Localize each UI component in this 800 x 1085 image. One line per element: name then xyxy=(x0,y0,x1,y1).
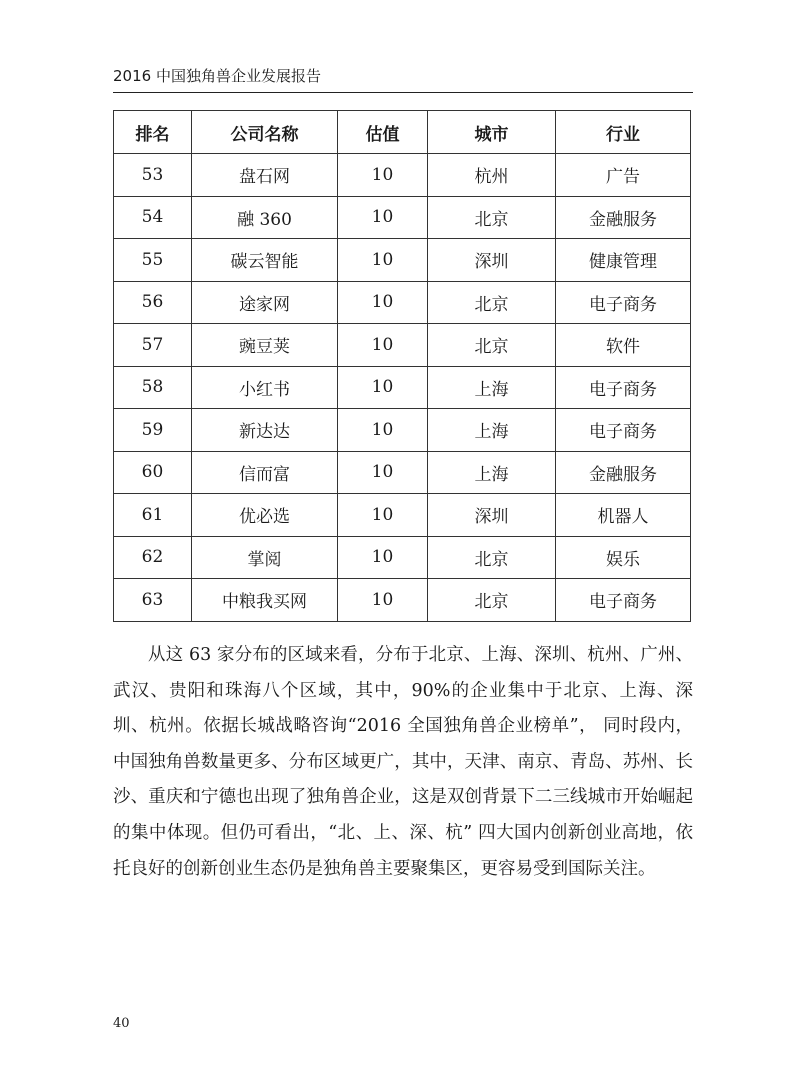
cell-valuation: 10 xyxy=(338,579,428,622)
cell-valuation: 10 xyxy=(338,239,428,282)
page-number: 40 xyxy=(113,1016,130,1031)
cell-industry: 电子商务 xyxy=(556,281,691,324)
cell-city: 北京 xyxy=(428,536,556,579)
cell-industry: 金融服务 xyxy=(556,196,691,239)
cell-city: 杭州 xyxy=(428,154,556,197)
table-header-row xyxy=(114,111,691,154)
cell-valuation: 10 xyxy=(338,154,428,197)
cell-rank: 57 xyxy=(114,324,192,367)
cell-valuation: 10 xyxy=(338,196,428,239)
table-row xyxy=(114,281,691,324)
cell-industry: 娱乐 xyxy=(556,536,691,579)
cell-company: 掌阅 xyxy=(192,536,338,579)
cell-industry: 电子商务 xyxy=(556,366,691,409)
report-title: 2016 中国独角兽企业发展报告 xyxy=(113,67,321,85)
cell-rank: 63 xyxy=(114,579,192,622)
cell-company: 新达达 xyxy=(192,409,338,452)
cell-city: 深圳 xyxy=(428,239,556,282)
table-row xyxy=(114,366,691,409)
body-paragraph: 从这 63 家分布的区域来看，分布于北京、上海、深圳、杭州、广州、武汉、贵阳和珠海八个区域，其中，90%的企业集中于北京、上海、深圳、杭州。依据长城战略咨询“2016 全国独角兽企业榜单”， 同时段内，中国独角兽数量更多、分布区域更广，其中，天津、南京、青岛、苏州、长沙、重庆和宁德也出现了独角兽企业，这是双创背景下二三线城市开始崛起的集中体现。但仍可看出，“北、上、深、杭” 四大国内创新创业高地，依托良好的创新创业生态仍是独角兽主要聚集区，更容易受到国际关注。 xyxy=(113,645,693,879)
table-row xyxy=(114,154,691,197)
table-row xyxy=(114,579,691,622)
table-row xyxy=(114,239,691,282)
cell-rank: 53 xyxy=(114,154,192,197)
cell-valuation: 10 xyxy=(338,494,428,537)
cell-city: 上海 xyxy=(428,451,556,494)
unicorn-ranking-table xyxy=(113,110,691,622)
table-row xyxy=(114,451,691,494)
cell-valuation: 10 xyxy=(338,536,428,579)
cell-industry: 金融服务 xyxy=(556,451,691,494)
cell-company: 途家网 xyxy=(192,281,338,324)
column-header-company: 公司名称 xyxy=(192,111,338,154)
cell-rank: 62 xyxy=(114,536,192,579)
table-row xyxy=(114,494,691,537)
running-header xyxy=(113,66,693,93)
table-row xyxy=(114,536,691,579)
table-row xyxy=(114,196,691,239)
cell-rank: 56 xyxy=(114,281,192,324)
cell-rank: 58 xyxy=(114,366,192,409)
cell-valuation: 10 xyxy=(338,324,428,367)
cell-valuation: 10 xyxy=(338,409,428,452)
cell-city: 北京 xyxy=(428,324,556,367)
cell-industry: 电子商务 xyxy=(556,579,691,622)
cell-city: 北京 xyxy=(428,196,556,239)
table-row xyxy=(114,409,691,452)
cell-industry: 软件 xyxy=(556,324,691,367)
cell-company: 融 360 xyxy=(192,196,338,239)
cell-city: 北京 xyxy=(428,579,556,622)
column-header-valuation: 估值 xyxy=(338,111,428,154)
cell-industry: 电子商务 xyxy=(556,409,691,452)
cell-rank: 54 xyxy=(114,196,192,239)
cell-company: 信而富 xyxy=(192,451,338,494)
cell-valuation: 10 xyxy=(338,281,428,324)
cell-company: 中粮我买网 xyxy=(192,579,338,622)
cell-company: 豌豆荚 xyxy=(192,324,338,367)
cell-company: 小红书 xyxy=(192,366,338,409)
cell-valuation: 10 xyxy=(338,451,428,494)
cell-city: 北京 xyxy=(428,281,556,324)
column-header-rank: 排名 xyxy=(114,111,192,154)
column-header-industry: 行业 xyxy=(556,111,691,154)
cell-company: 优必选 xyxy=(192,494,338,537)
cell-valuation: 10 xyxy=(338,366,428,409)
cell-rank: 59 xyxy=(114,409,192,452)
cell-industry: 广告 xyxy=(556,154,691,197)
cell-rank: 61 xyxy=(114,494,192,537)
cell-rank: 55 xyxy=(114,239,192,282)
cell-city: 上海 xyxy=(428,366,556,409)
table-row xyxy=(114,324,691,367)
cell-city: 深圳 xyxy=(428,494,556,537)
cell-company: 盘石网 xyxy=(192,154,338,197)
cell-rank: 60 xyxy=(114,451,192,494)
column-header-city: 城市 xyxy=(428,111,556,154)
cell-company: 碳云智能 xyxy=(192,239,338,282)
cell-city: 上海 xyxy=(428,409,556,452)
cell-industry: 健康管理 xyxy=(556,239,691,282)
cell-industry: 机器人 xyxy=(556,494,691,537)
